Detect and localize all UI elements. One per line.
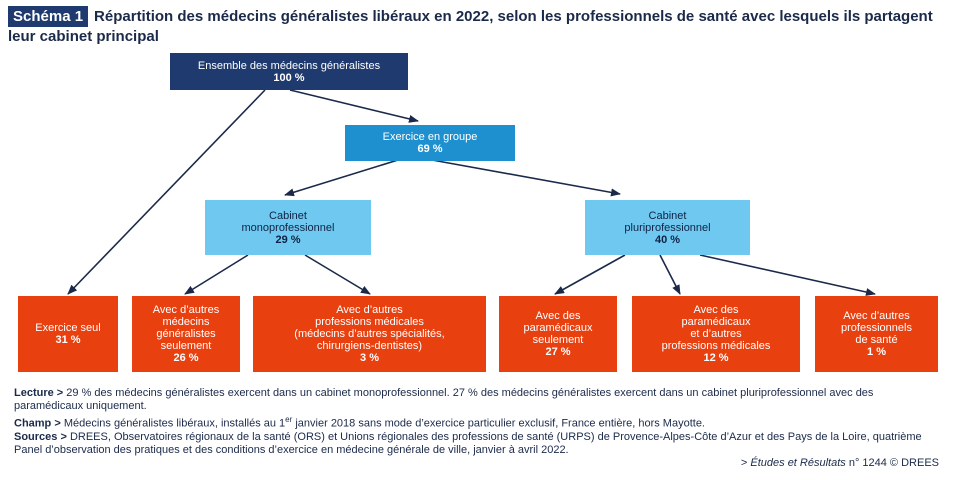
node-groupe-label: Exercice en groupe bbox=[382, 131, 478, 143]
node-cabinet-pluri bbox=[585, 200, 750, 255]
node-paramedicaux-seulement bbox=[499, 296, 617, 372]
note-sources-text: DREES, Observatoires régionaux de la santé (ORS) et Unions régionales des professions de santé (URPS) de Provence-Alpes-Côte d’Azur et des Pays de la Loire, quatrième Panel d’observation des pratiques et des conditions d’exercice en médecine générale de ville, janvier à avril 2022. bbox=[14, 430, 922, 456]
node-autres-med-value: 3 % bbox=[360, 352, 379, 364]
note-lecture bbox=[14, 387, 944, 413]
node-para-value: 27 % bbox=[545, 346, 571, 358]
node-paramed-line: paramédicaux bbox=[681, 316, 751, 328]
node-autres-sante-line: de santé bbox=[855, 334, 898, 346]
arrow-root-groupe bbox=[290, 90, 418, 121]
node-mg-value: 26 % bbox=[173, 352, 199, 364]
source-publication: Études et Résultats bbox=[750, 457, 846, 469]
node-mg-line: Avec d’autres bbox=[152, 304, 220, 316]
node-groupe-value: 69 % bbox=[417, 143, 443, 155]
arrow-groupe-pluri bbox=[432, 160, 620, 194]
node-pluri-label2: pluriprofessionnel bbox=[624, 221, 711, 234]
node-autres-professionnels-sante bbox=[815, 296, 938, 372]
node-mg-line: médecins bbox=[162, 316, 210, 328]
figure-notes bbox=[14, 387, 944, 457]
node-mono-label1: Cabinet bbox=[269, 209, 307, 222]
note-champ-label: Champ > bbox=[14, 417, 61, 430]
schema-badge: Schéma 1 bbox=[8, 6, 88, 27]
node-autres-sante-line: professionnels bbox=[841, 322, 912, 334]
arrow-mono-mg bbox=[185, 255, 248, 294]
node-mg-line: seulement bbox=[160, 340, 212, 352]
note-sources-label: Sources > bbox=[14, 430, 67, 443]
note-champ-sup: er bbox=[285, 415, 293, 424]
node-paramed-line: Avec des bbox=[693, 304, 739, 316]
source-prefix: > bbox=[740, 457, 751, 469]
note-lecture-text: 29 % des médecins généralistes exercent dans un cabinet monoprofessionnel. 27 % des médecins généralistes exercent dans un cabinet pluriprofessionnel avec des paramédicaux uniquement. bbox=[14, 387, 874, 412]
node-mono-label2: monoprofessionnel bbox=[241, 221, 335, 234]
node-paramed-value: 12 % bbox=[703, 352, 729, 364]
node-mg-line: généralistes bbox=[156, 328, 216, 340]
source-suffix: n° 1244 © DREES bbox=[845, 457, 939, 469]
node-ensemble-label: Ensemble des médecins généralistes bbox=[197, 59, 381, 72]
node-cabinet-mono bbox=[205, 200, 371, 255]
node-para-line: paramédicaux bbox=[523, 322, 593, 334]
note-champ-text: Médecins généralistes libéraux, installés au 1 bbox=[60, 417, 286, 430]
node-para-line: seulement bbox=[532, 334, 584, 346]
node-ensemble-value: 100 % bbox=[273, 71, 305, 84]
node-pluri-value: 40 % bbox=[654, 233, 681, 246]
node-exercice-seul bbox=[18, 296, 118, 372]
node-seul-value: 31 % bbox=[55, 334, 81, 346]
node-autres-med-line: Avec d’autres bbox=[336, 304, 403, 316]
node-exercice-groupe bbox=[345, 125, 515, 161]
node-paramed-line: et d’autres bbox=[690, 328, 742, 340]
title-text: Répartition des médecins généralistes libéraux en 2022, selon les professionnels de santé avec lesquels ils partagent leur cabinet principal bbox=[8, 8, 933, 45]
node-ensemble bbox=[170, 53, 408, 90]
arrow-pluri-autres-sante bbox=[700, 255, 875, 294]
note-champ-text-b: janvier 2018 sans mode d’exercice particulier exclusif, France entière, hors Mayotte. bbox=[292, 417, 705, 430]
node-autres-med-line: chirurgiens-dentistes) bbox=[316, 340, 423, 352]
node-autres-sante-value: 1 % bbox=[867, 346, 886, 358]
note-sources bbox=[14, 431, 944, 457]
node-autres-mg bbox=[132, 296, 240, 372]
arrow-groupe-mono bbox=[285, 160, 398, 195]
arrow-mono-autres bbox=[305, 255, 370, 294]
node-seul-label: Exercice seul bbox=[35, 322, 101, 334]
node-autres-med-line: professions médicales bbox=[315, 316, 424, 328]
publication-source bbox=[741, 457, 939, 469]
note-champ bbox=[14, 413, 944, 431]
node-mono-value: 29 % bbox=[275, 233, 301, 246]
node-autres-sante-line: Avec d’autres bbox=[843, 310, 910, 322]
node-para-line: Avec des bbox=[535, 310, 581, 322]
node-autres-med-line: (médecins d’autres spécialités, bbox=[294, 328, 445, 340]
arrow-pluri-para bbox=[555, 255, 625, 294]
node-autres-professions-medicales bbox=[253, 296, 486, 372]
node-pluri-label1: Cabinet bbox=[648, 209, 687, 222]
note-lecture-label: Lecture > bbox=[14, 387, 64, 399]
node-paramed-line: professions médicales bbox=[661, 340, 771, 352]
node-paramedicaux-et-medicales bbox=[632, 296, 800, 372]
arrow-pluri-paramed bbox=[660, 255, 680, 294]
